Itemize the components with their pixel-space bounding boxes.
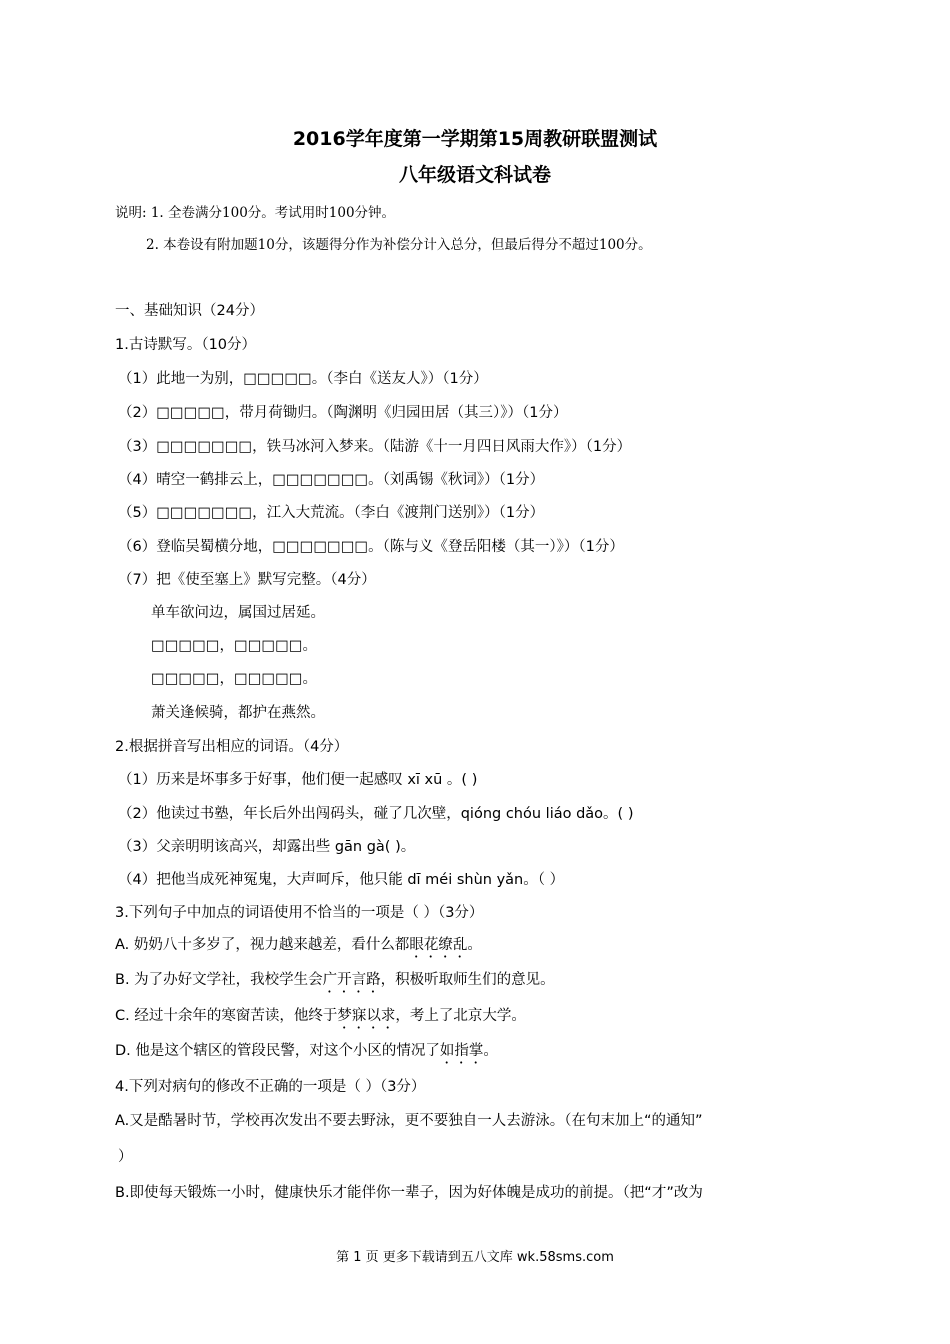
option-text: 。 <box>467 937 482 953</box>
question-1-item: （1）此地一为别，□□□□□。（李白《送友人》）（1分） <box>118 371 488 387</box>
question-3-heading: 3.下列句子中加点的词语使用不恰当的一项是（ ）（3分） <box>115 905 484 921</box>
exam-subtitle: 八年级语文科试卷 <box>398 164 551 186</box>
instructions-line-1: 说明: 1. 全卷满分100分。考试用时100分钟。 <box>115 205 396 221</box>
option-text: B. 为了办好文学社，我校学生会 <box>115 972 323 988</box>
option-text: A. 奶奶八十多岁了，视力越来越差，看什么都 <box>115 937 410 953</box>
question-2-item: （2）他读过书塾，年长后外出闯码头，碰了几次壁，qióng chóu liáo dǎo。( ) <box>118 806 634 822</box>
question-1-heading: 1.古诗默写。（10分） <box>115 337 257 353</box>
question-4-option-a: A.又是酷暑时节，学校再次发出不要去野泳，更不要独自一人去游泳。（在句末加上“的通知” <box>115 1113 703 1129</box>
question-4-heading: 4.下列对病句的修改不正确的一项是（ ）（3分） <box>115 1079 426 1095</box>
emphasized-phrase: 梦寐以求 <box>337 1008 396 1024</box>
instructions-line-2: 2. 本卷设有附加题10分，该题得分作为补偿分计入总分，但最后得分不超过100分。 <box>146 237 652 253</box>
emphasized-phrase: 眼花缭乱 <box>409 937 468 953</box>
question-3-option-b <box>115 968 555 996</box>
option-text: D. 他是这个辖区的管段民警，对这个小区的情况了 <box>115 1043 440 1059</box>
section-heading: 一、基础知识（24分） <box>115 303 264 319</box>
poem-line: 单车欲问边，属国过居延。 <box>151 605 325 621</box>
page-footer: 第 1 页 更多下载请到五八文库 wk.58sms.com <box>336 1250 614 1265</box>
question-2-item: （4）把他当成死神冤鬼，大声呵斥，他只能 dī méi shùn yǎn。（ ） <box>118 872 565 888</box>
poem-line: □□□□□，□□□□□。 <box>151 638 317 654</box>
question-1-item: （3）□□□□□□□，铁马冰河入梦来。（陆游《十一月四日风雨大作》）（1分） <box>118 439 632 455</box>
poem-line: 萧关逢候骑，都护在燕然。 <box>151 705 325 721</box>
question-1-item: （5）□□□□□□□，江入大荒流。（李白《渡荆门送别》）（1分） <box>118 505 545 521</box>
question-3-option-a <box>115 933 482 961</box>
question-2-item: （1）历来是坏事多于好事，他们便一起感叹 xī xū 。( ) <box>118 772 478 788</box>
option-text: 。 <box>483 1043 498 1059</box>
option-text: ，考上了北京大学。 <box>395 1008 526 1024</box>
question-3-option-d <box>115 1039 498 1067</box>
question-4-option-b: B.即使每天锻炼一小时，健康快乐才能伴你一辈子，因为好体魄是成功的前提。（把“才”改为 <box>115 1185 703 1201</box>
option-text: ，积极听取师生们的意见。 <box>380 972 555 988</box>
question-1-item: （6）登临吴蜀横分地，□□□□□□□。（陈与义《登岳阳楼（其一）》）（1分） <box>118 539 624 555</box>
question-1-item: （7）把《使至塞上》默写完整。（4分） <box>118 572 376 588</box>
poem-line: □□□□□，□□□□□。 <box>151 671 317 687</box>
question-2-heading: 2.根据拼音写出相应的词语。（4分） <box>115 739 349 755</box>
exam-title: 2016学年度第一学期第15周教研联盟测试 <box>292 128 658 150</box>
emphasized-phrase: 如指掌 <box>439 1043 484 1059</box>
question-2-item: （3）父亲明明该高兴，却露出些 gān gà( )。 <box>118 839 416 855</box>
question-1-item: （2）□□□□□，带月荷锄归。（陶渊明《归园田居（其三）》）（1分） <box>118 405 568 421</box>
question-3-option-c <box>115 1004 526 1032</box>
option-text: C. 经过十余年的寒窗苦读，他终于 <box>115 1008 338 1024</box>
emphasized-phrase: 广开言路 <box>322 972 381 988</box>
question-1-item: （4）晴空一鹤排云上，□□□□□□□。（刘禹锡《秋词》）（1分） <box>118 472 545 488</box>
question-4-option-a-continued: ） <box>118 1149 133 1165</box>
